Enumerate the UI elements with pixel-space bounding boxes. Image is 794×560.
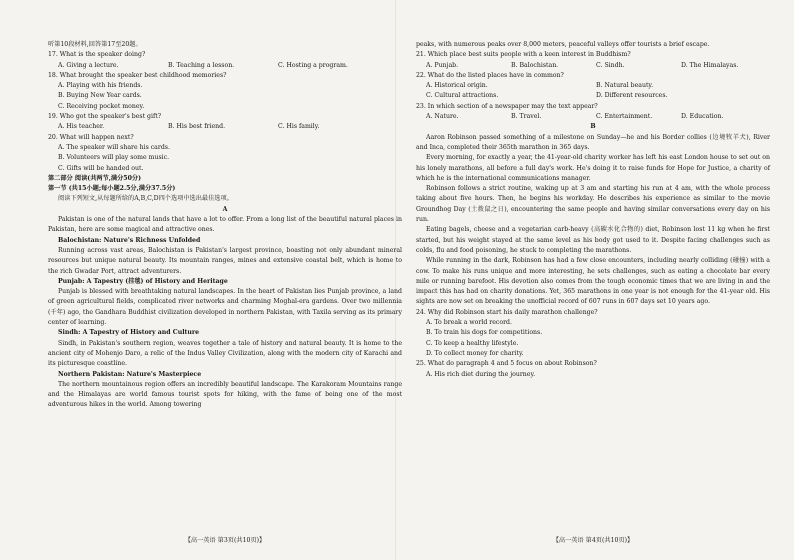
q23-option-c: C. Entertainment. [596, 113, 653, 121]
q19-option-a: A. His teacher. [58, 123, 105, 131]
q17-option-a: A. Giving a lecture. [58, 61, 119, 69]
q23-options [416, 112, 770, 122]
heading-sindh: Sindh: A Tapestry of History and Culture [58, 329, 200, 337]
q22-option-c: C. Cultural attractions. [426, 92, 499, 100]
page-footer-right: 【高一英语 第4页(共10页)】 [552, 537, 634, 544]
passage-b-paragraph-2: Every morning, for exactly a year, the 41-year-old charity worker has left his east London house to set out on his lonely marathons, all before a full day's work. He's doing it to raise funds for Hope for Justice, a charity of which he is the international communications manager. [416, 154, 770, 182]
q22-options-ab [416, 81, 770, 91]
question-23: 23. In which section of a newspaper may the text appear? [416, 102, 598, 110]
question-18: 18. What brought the speaker best childhood memories? [48, 71, 227, 79]
passage-a-continuation: peaks, with numerous peaks over 8,000 meters, peaceful valleys offer tourists a brief escape. [416, 41, 710, 48]
q19-option-b: B. His best friend. [168, 123, 226, 131]
page-footer-left: 【高一英语 第3页(共10页)】 [184, 537, 266, 544]
q17-options [48, 61, 402, 71]
q25-option-a: A. His rich diet during the journey. [426, 370, 536, 378]
left-column [48, 40, 402, 411]
part-two-heading: 第二部分 阅读(共两节,满分50分) [48, 174, 142, 182]
question-21: 21. Which place best suits people with a keen interest in Buddhism? [416, 51, 631, 59]
passage-b-paragraph-4: Eating bagels, cheese and a vegetarian carb-heavy (高碳水化合物的) diet, Robinson lost 11 kg when he first started, but his weight stayed at the same level as his body got used to it. Despite facing challenges such as colds, flu and food poisoning, he stuck to completing the marathons. [416, 226, 770, 254]
question-25: 25. What do paragraph 4 and 5 focus on about Robinson? [416, 360, 597, 368]
q19-option-c: C. His family. [278, 123, 320, 131]
q22-option-b: B. Natural beauty. [596, 82, 654, 90]
passage-b-label: B [590, 123, 596, 131]
paragraph-punjab: Punjab is blessed with breathtaking natural landscapes. In the heart of Pakistan lies Punjab province, a land of green agricultural fields, complicated river networks and charming Moghal-era gardens. Over two millennia (千年) ago, the Gandhara Buddhist civilization developed in northern Pakistan, with Taxila serving as its primary center of learning. [48, 288, 402, 327]
q19-options [48, 122, 402, 132]
q21-option-c: C. Sindh. [596, 61, 625, 69]
question-17: 17. What is the speaker doing? [48, 51, 146, 59]
q18-option-c: C. Receiving pocket money. [58, 102, 145, 110]
heading-balochistan: Balochistan: Nature's Richness Unfolded [58, 236, 201, 244]
q23-option-a: A. Nature. [426, 113, 459, 121]
q22-option-d: D. Different resources. [596, 92, 668, 100]
q20-option-b: B. Volunteers will play some music. [58, 154, 170, 162]
q23-option-d: D. Education. [681, 113, 724, 121]
question-20: 20. What will happen next? [48, 133, 134, 141]
q24-option-c: C. To keep a healthy lifestyle. [426, 339, 519, 347]
q24-option-a: A. To break a world record. [426, 319, 512, 327]
paragraph-balochistan: Running across vast areas, Balochistan is Pakistan's largest province, boasting not only abundant mineral resources but unique natural beauty. Its mountain ranges, mines and extensive coastal belt, which is home to the rich Gwadar Port, attract adventurers. [48, 246, 402, 275]
q17-option-c: C. Hosting a program. [278, 61, 348, 69]
q18-option-b: B. Buying New Year cards. [58, 92, 142, 100]
right-column [416, 40, 770, 380]
q21-options [416, 61, 770, 71]
q21-option-b: B. Balochistan. [511, 61, 559, 69]
paragraph-sindh: Sindh, in Pakistan's southern region, weaves together a tale of history and natural beauty. It is home to the ancient city of Mohenjo Daro, a relic of the Indus Valley Civilization, along with the modern city of Karachi and its picturesque coastline. [48, 339, 402, 368]
q17-option-b: B. Teaching a lesson. [168, 61, 235, 69]
q21-option-a: A. Punjab. [426, 61, 459, 69]
instruction: 听第10段材料,回答第17至20题。 [48, 41, 142, 48]
heading-northern-pakistan: Northern Pakistan: Nature's Masterpiece [58, 370, 202, 378]
passage-b-paragraph-1: Aaron Robinson passed something of a milestone on Sunday—he and his Border collies (边境牧羊犬), River and Inca, completed their 365th marathon in 365 days. [416, 133, 770, 151]
q24-option-b: B. To train his dogs for competitions. [426, 329, 543, 337]
q20-option-a: A. The speaker will share his cards. [58, 143, 170, 151]
heading-punjab: Punjab: A Tapestry (挂毯) of History and Heritage [58, 277, 228, 285]
paragraph-northern-pakistan: The northern mountainous region offers an incredibly beautiful landscape. The Karakoram Mountains range and the Himalayas are world famous tourist spots for hiking, with the fame of being one of the most adventurous hikes in the world. Among towering [48, 380, 402, 409]
q22-option-a: A. Historical origin. [426, 82, 488, 90]
q22-options-cd [416, 91, 770, 101]
passage-b-paragraph-3: Robinson follows a strict routine, waking up at 3 am and starting his run at 4 am, with the whole process taking about five hours. Then, he begins his workday. He describes his experience as similar to the movie Groundhog Day (土拨鼠之日), encountering the same people and having similar conversations every day on his run. [416, 185, 770, 224]
q18-option-a: A. Playing with his friends. [58, 82, 143, 90]
q24-option-d: D. To collect money for charity. [426, 349, 524, 357]
q21-option-d: D. The Himalayas. [681, 61, 739, 69]
section-one-heading: 第一节 (共15小题;每小题2.5分,满分37.5分) [48, 185, 176, 193]
question-19: 19. Who got the speaker's best gift? [48, 113, 162, 121]
question-24: 24. Why did Robinson start his daily marathon challenge? [416, 308, 598, 316]
passage-b-paragraph-5: While running in the dark, Robinson has had a few close encounters, including nearly colliding (碰撞) with a cow. To make his runs unique and more interesting, he sets challenges, such as eating a chocolate bar every mile or running barefoot. His devotion also comes from the tough economic times that we are living in and the impact this has had on charity donations. Yet, 365 marathons in one year is not enough for the 41-year old. His sights are now set on breaking the unofficial record of 607 runs in 607 days set 10 years ago. [416, 257, 770, 306]
q20-option-c: C. Gifts will be handed out. [58, 164, 144, 172]
passage-a-intro: Pakistan is one of the natural lands that have a lot to offer. From a long list of the beautiful natural places in Pakistan, here are some magical and attractive ones. [48, 216, 402, 234]
q23-option-b: B. Travel. [511, 113, 542, 121]
passage-a-label: A [222, 205, 228, 213]
question-22: 22. What do the listed places have in common? [416, 71, 564, 79]
reading-instruction: 阅读下列短文,从每题所给的A,B,C,D四个选项中选出最佳选项。 [58, 195, 233, 203]
